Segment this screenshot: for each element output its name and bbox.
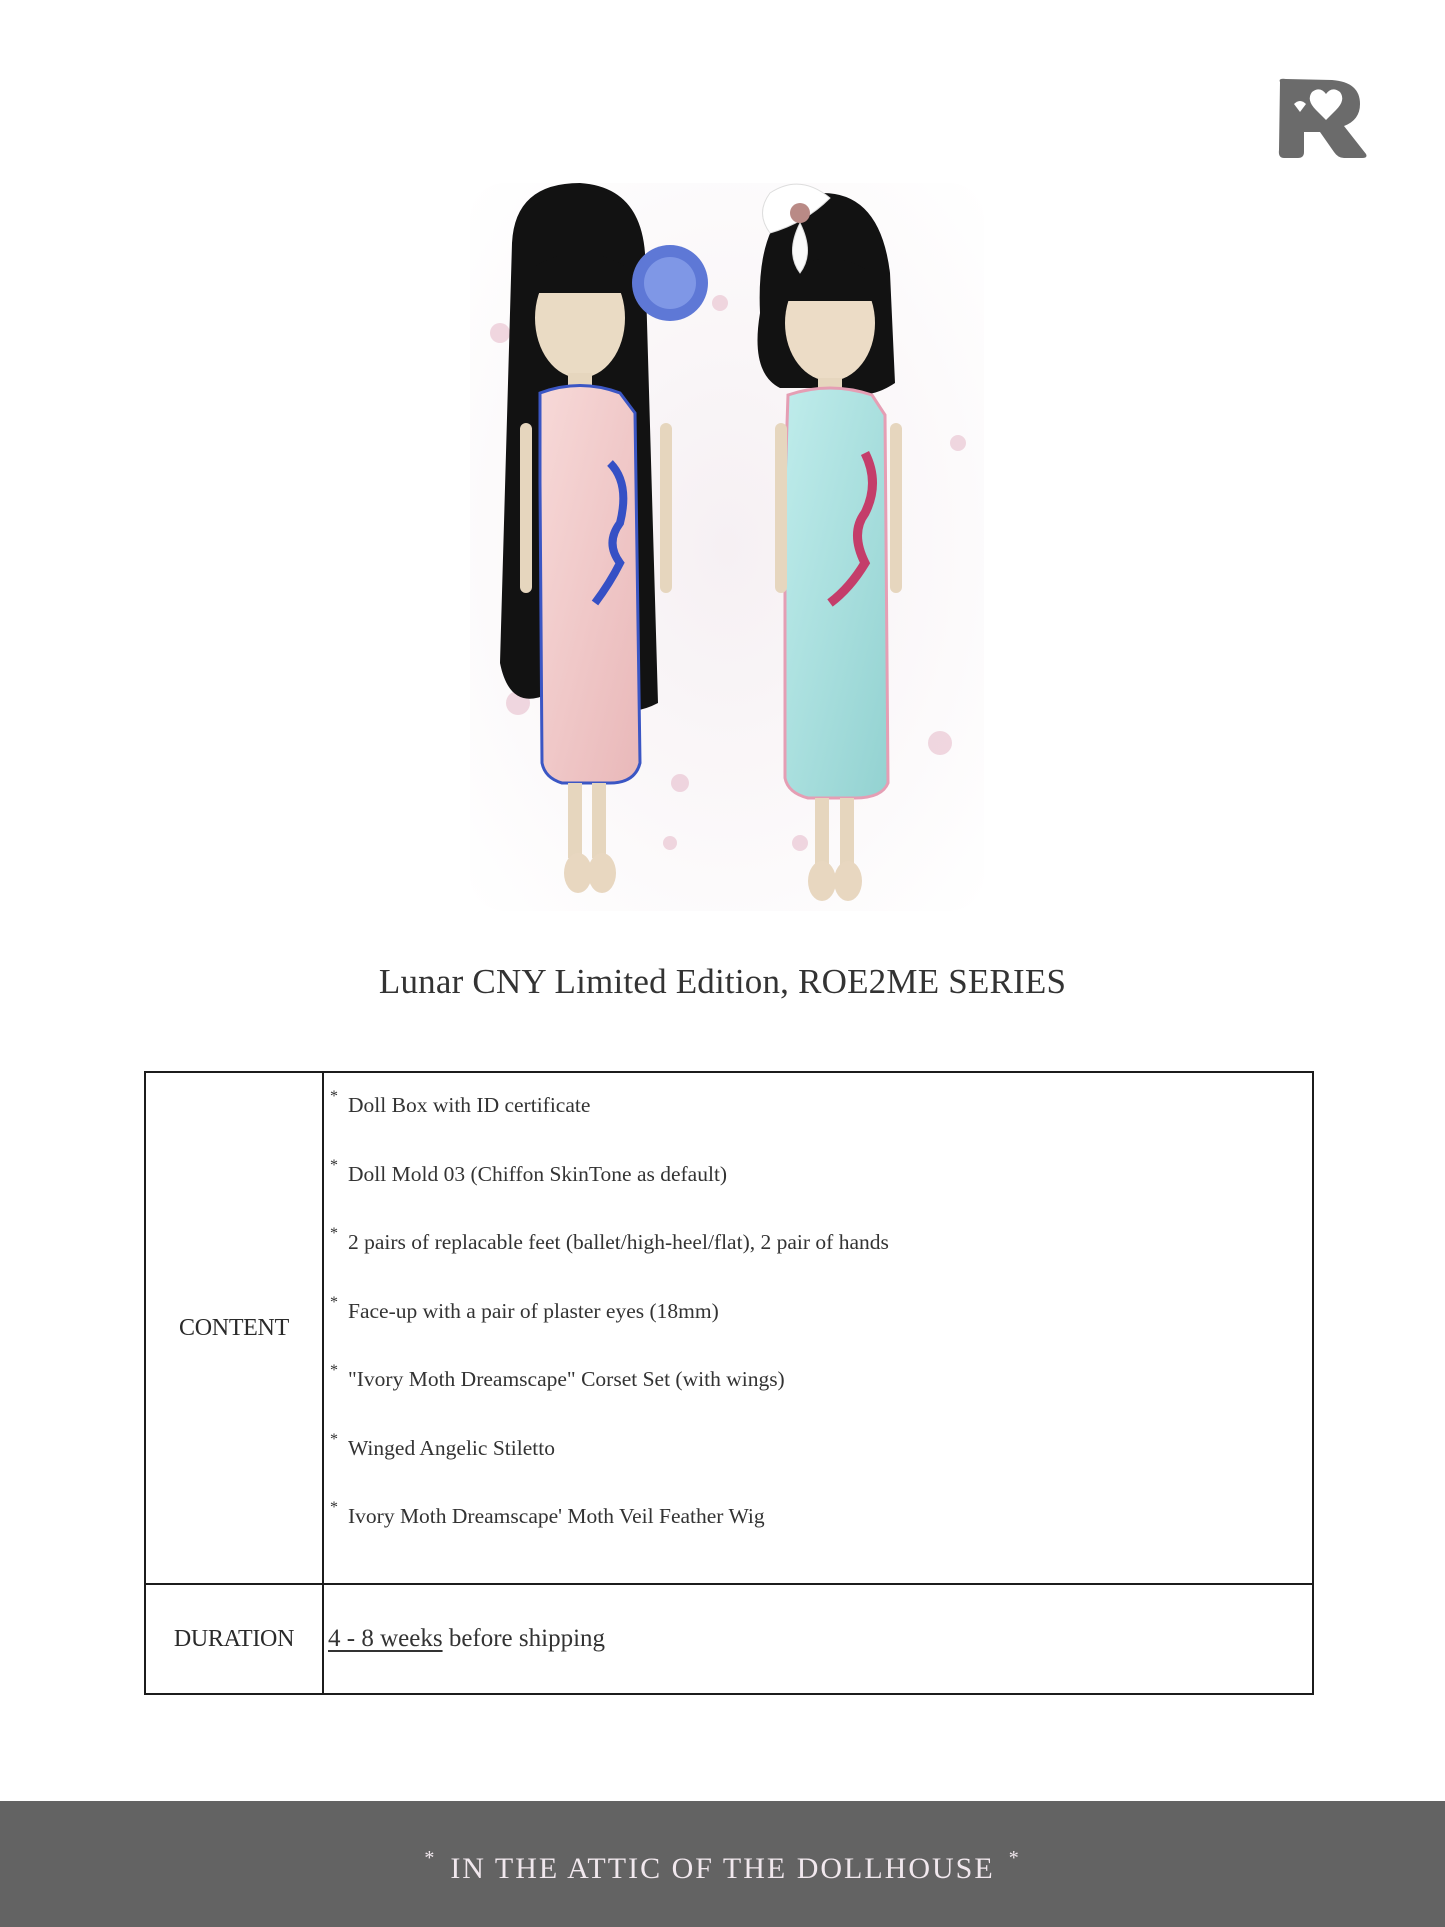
bullet-mark: *	[330, 1362, 338, 1379]
product-info-table	[144, 1071, 1314, 1695]
duration-cell	[323, 1584, 1313, 1694]
footer-bar	[0, 1801, 1445, 1927]
bullet-mark: *	[330, 1156, 338, 1174]
brand-logo	[1274, 76, 1370, 160]
duration-label: DURATION	[145, 1584, 323, 1694]
footer-star-left: *	[424, 1847, 437, 1869]
page-title: Lunar CNY Limited Edition, ROE2ME SERIES	[378, 962, 1067, 1001]
bullet-mark: *	[330, 1225, 338, 1242]
list-item: * Ivory Moth Dreamscape' Moth Veil Feather Wig	[330, 1499, 765, 1528]
list-item: * "Ivory Moth Dreamscape" Corset Set (with wings)	[330, 1362, 785, 1391]
bullet-mark: *	[330, 1499, 338, 1516]
footer-text	[0, 1847, 1445, 1886]
content-label: CONTENT	[145, 1072, 323, 1584]
duration-text	[324, 1625, 605, 1652]
footer-star-right: *	[1008, 1847, 1021, 1869]
duration-suffix: before shipping	[442, 1625, 606, 1652]
list-item: * Winged Angelic Stiletto	[330, 1430, 555, 1460]
bullet-mark: *	[330, 1293, 338, 1311]
footer-label: IN THE ATTIC OF THE DOLLHOUSE	[450, 1852, 995, 1885]
r-heart-logo-icon	[1274, 76, 1370, 160]
list-item: * Doll Mold 03 (Chiffon SkinTone as default)	[330, 1156, 728, 1186]
bullet-mark: *	[330, 1430, 338, 1448]
product-photo	[470, 183, 984, 911]
duration-value: 4 - 8 weeks	[328, 1625, 443, 1652]
duration-row	[145, 1584, 1313, 1694]
content-list	[324, 1073, 1312, 1575]
content-row	[145, 1072, 1313, 1584]
list-item: * Doll Box with ID certificate	[330, 1088, 591, 1117]
list-item: * Face-up with a pair of plaster eyes (18mm)	[330, 1293, 719, 1323]
content-cell	[323, 1072, 1313, 1584]
list-item: * 2 pairs of replacable feet (ballet/high-heel/flat), 2 pair of hands	[330, 1225, 889, 1254]
bullet-mark: *	[330, 1088, 338, 1105]
